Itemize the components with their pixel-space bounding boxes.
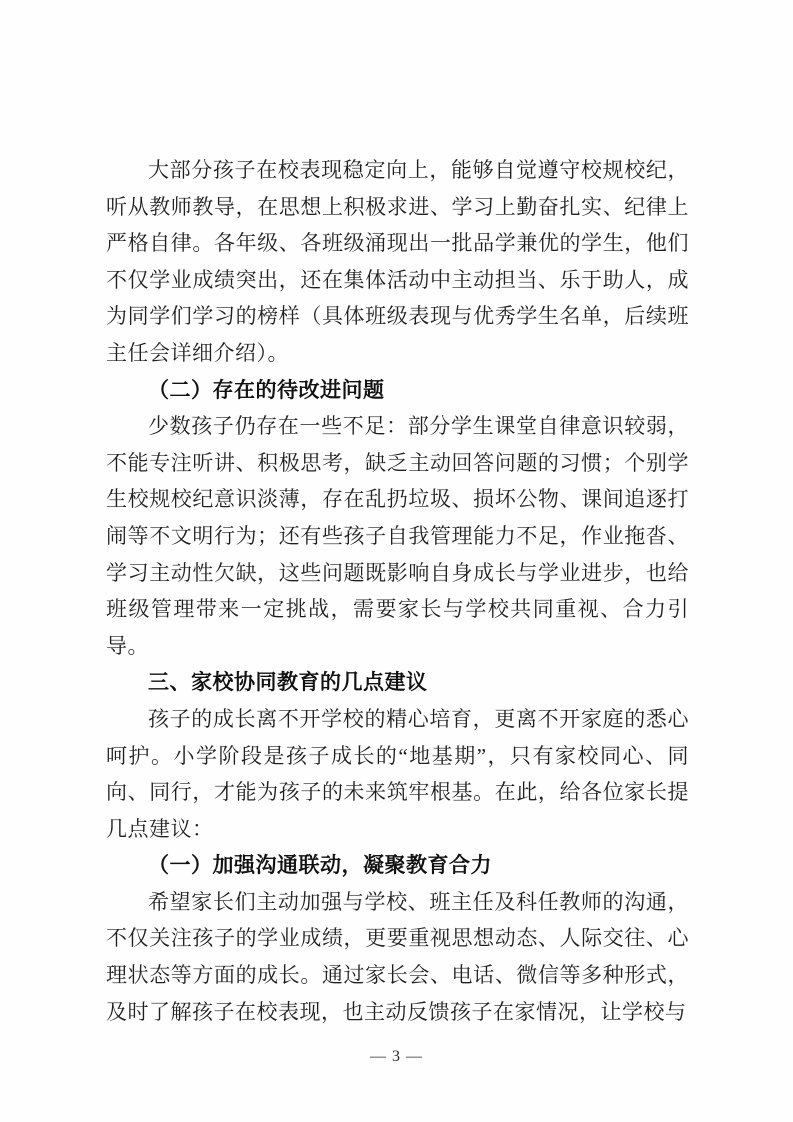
paragraph-communication: 希望家长们主动加强与学校、班主任及科任教师的沟通，不仅关注孩子的学业成绩，更要重视思想动态、人际交往、心理状态等方面的成长。通过家长会、电话、微信等多种形式，及时了解孩子在校表现，也主动反馈孩子在家情况，让学校与 bbox=[106, 889, 689, 1024]
page-footer bbox=[0, 1048, 793, 1066]
paragraph-issues: 少数孩子仍存在一些不足：部分学生课堂自律意识较弱，不能专注听讲、积极思考，缺乏主动回答问题的习惯；个别学生校规校纪意识淡薄，存在乱扔垃圾、损坏公物、课间追逐打闹等不文明行为；还有些孩子自我管理能力不足，作业拖沓、学习主动性欠缺，这些问题既影响自身成长与学业进步，也给班级管理带来一定挑战，需要家长与学校共同重视、合力引导。 bbox=[106, 414, 689, 658]
section-heading-communication: （一）加强沟通联动，凝聚教育合力 bbox=[148, 853, 492, 878]
paragraph-overview: 大部分孩子在校表现稳定向上，能够自觉遵守校规校纪，听从教师教导，在思想上积极求进、学习上勤奋扎实、纪律上严格自律。各年级、各班级涌现出一批品学兼优的学生，他们不仅学业成绩突出，还在集体活动中主动担当、乐于助人，成为同学们学习的榜样（具体班级表现与优秀学生名单，后续班主任会详细介绍）。 bbox=[106, 158, 689, 365]
section-heading-suggestions: 三、家校协同教育的几点建议 bbox=[148, 670, 428, 695]
page-number: — 3 — bbox=[370, 1048, 423, 1065]
document-body bbox=[106, 152, 689, 1030]
section-heading-improvement-issues: （二）存在的待改进问题 bbox=[148, 377, 385, 402]
paragraph-suggestions-intro: 孩子的成长离不开学校的精心培育，更离不开家庭的悉心呵护。小学阶段是孩子成长的“地基期”，只有家校同心、同向、同行，才能为孩子的未来筑牢根基。在此，给各位家长提几点建议： bbox=[106, 706, 689, 841]
